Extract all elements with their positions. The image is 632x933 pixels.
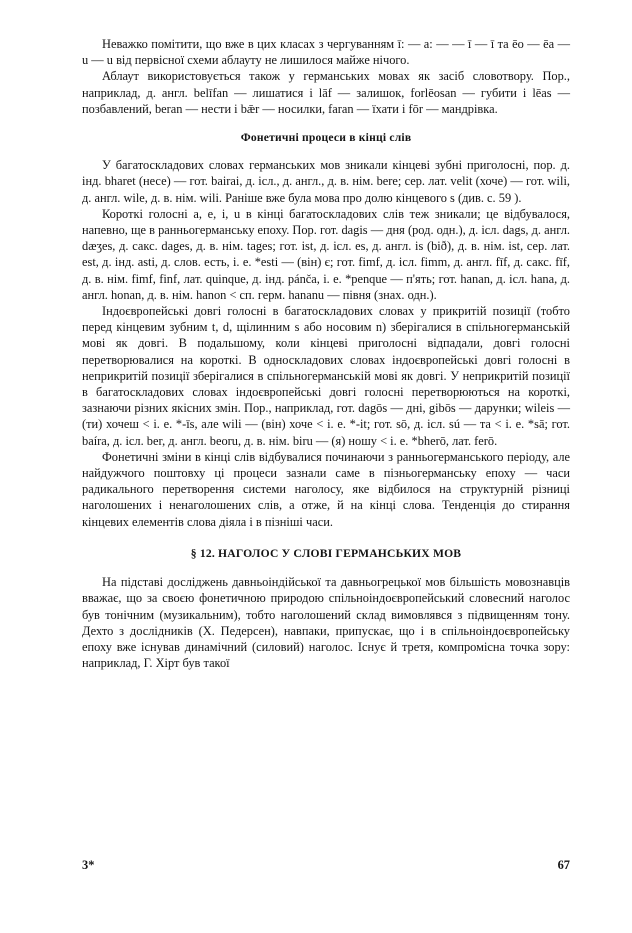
paragraph: Аблаут використовується також у германських мовах як засіб словотвору. Пор., наприклад, д. англ. belīfan — лишатися і lāf — залишок, forlēosan — губити і lēas — позбавлений, beran — нести і bǣr — носилки, faran — їхати і fōr — мандрівка.: [82, 69, 570, 116]
paragraph: Індоєвропейські довгі голосні в багатоскладових словах у прикритій позиції (тобто перед кінцевим зубним t, d, щілинним s або носовим n) зберігалися в спільногерманській мові як довгі. В подальшому, коли кінцеві приголосні відпадали, довгі голосні перетворювалися на короткі. В односкладових словах індоєвропейські довгі голосні в неприкритій позиції зберігалися в спільногерманській мові як довгі. У неприкритій позиції в багатоскладових словах індоєвропейські довгі голосні перетворюються на короткі, зазнаючи різних якісних змін. Пор., наприклад, гот. dagōs — дні, gibōs — дарунки; wileis — (ти) хочеш < і. е. *-īs, але wili — (він) хоче < і. е. *-it; гот. sō, д. ісл. sú — та < і. е. *sā; гот. baíra, д. ісл. ber, д. англ. beoru, д. в. нім. biru — (я) ношу < і. е. *bherō, лат. ferō.: [82, 304, 570, 448]
paragraph: На підставі досліджень давньоіндійської та давньогрецької мов більшість мовознавців вважає, що за своєю фонетичною природою спільноіндоєвропейський словесний наголос був тонічним (музикальним), тобто наголошений склад вимовлявся з підвищенням тону. Дехто з дослідників (Х. Педерсен), навпаки, припускає, що і в спільноіндоєвропейську епоху вже існував динамічний (силовий) наголос. Існує й третя, компромісна точка зору: наприклад, Г. Хірт був такої: [82, 575, 570, 671]
section-heading: § 12. НАГОЛОС У СЛОВІ ГЕРМАНСЬКИХ МОВ: [190, 546, 462, 560]
subsection-heading: Фонетичні процеси в кінці слів: [240, 131, 412, 145]
page-footer: [82, 858, 570, 873]
paragraph: Короткі голосні a, e, i, u в кінці багатоскладових слів теж зникали; це відбувалося, напевно, ще в ранньогерманську епоху. Пор. гот. dagis — дня (род. одн.), д. ісл. dags, д. англ. dæʒes, д. сакс. dages, д. в. нім. tages; гот. ist, д. ісл. es, д. англ. is (bið), д. в. нім. ist, сер. лат. est, д. інд. asti, д. слов. есть, і. е. *esti — (він) є; гот. fimf, д. ісл. fimm, д. англ. fīf, д. сакс. fīf, д. в. нім. fimf, finf, лат. quinque, д. інд. pánča, і. е. *penque — п'ять; гот. hanan, д. ісл. hana, д. англ. honan, д. в. нім. hanon < сп. герм. hananu — півня (знах. одн.).: [82, 206, 570, 302]
paragraph: Фонетичні зміни в кінці слів відбувалися починаючи з ранньогерманського періоду, але найдужчого поштовху ці процеси зазнали саме в пізньогерманську епоху — часи радикального перетворення системи наголосу, яке відбилося на структурній різниці наголошених і ненаголошених слів, а отже, й на кінці слова. Тенденція до стирання кінцевих елементів слова діяла і в пізніші часи.: [82, 449, 570, 529]
paragraph: У багатоскладових словах германських мов зникали кінцеві зубні приголосні, пор. д. інд. bharet (несе) — гот. bairai, д. ісл., д. англ., д. в. нім. bere; сер. лат. velit (хоче) — гот. wili, д. англ. wile, д. в. нім. wili. Раніше вже була мова про долю кінцевого s (див. с. 59 ).: [82, 158, 570, 205]
paragraph: Неважко помітити, що вже в цих класах з чергуванням ī: — a: — — ī — ī та ēo — ēa — u — u від первісної схеми аблауту не лишилося майже нічого.: [82, 37, 570, 68]
page-number: 67: [557, 858, 570, 872]
signature-mark: 3*: [82, 858, 95, 872]
